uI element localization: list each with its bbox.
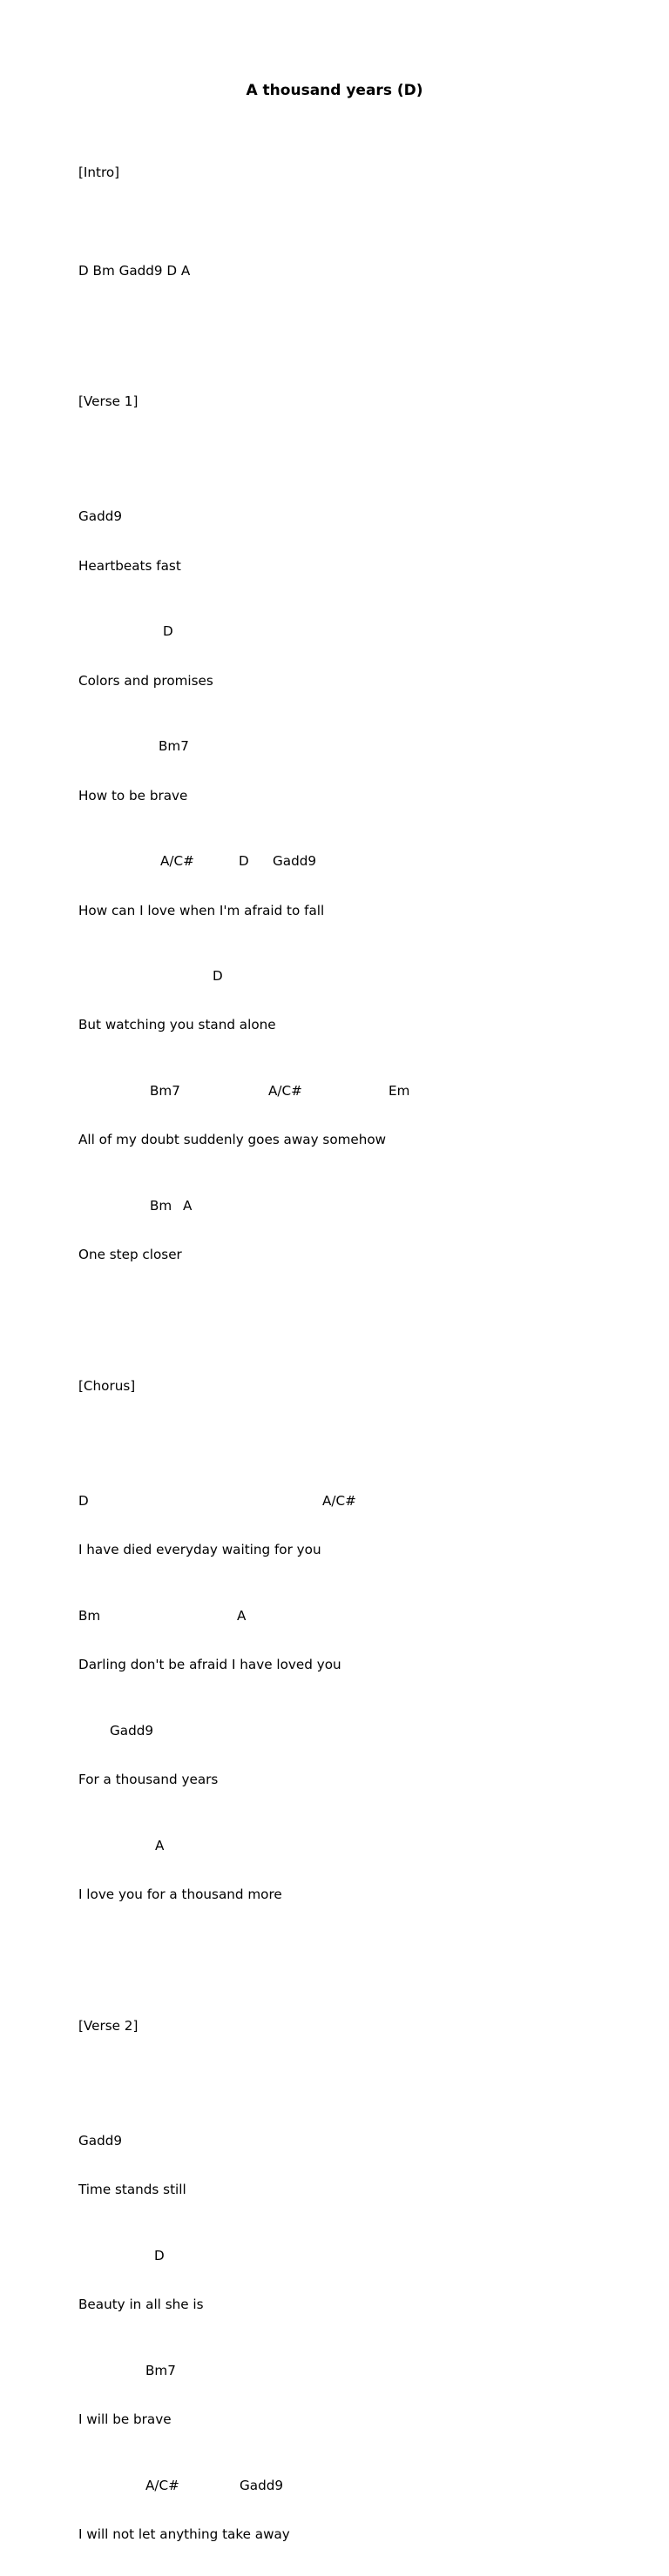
lyric-line: I love you for a thousand more bbox=[78, 1887, 282, 1903]
chord: A bbox=[237, 1607, 247, 1624]
lyric-line: Beauty in all she is bbox=[78, 2297, 204, 2313]
chord-line bbox=[78, 1608, 636, 1624]
chord: A/C# bbox=[145, 2477, 179, 2493]
chord: D bbox=[154, 2247, 165, 2263]
intro-chords: D Bm Gadd9 D A bbox=[78, 262, 191, 279]
blank-line bbox=[78, 443, 636, 460]
lyric-line: Darling don't be afraid I have loved you bbox=[78, 1657, 341, 1673]
chord: Bm7 bbox=[159, 738, 189, 755]
chord: Bm bbox=[78, 1607, 101, 1624]
chord: D bbox=[163, 623, 173, 640]
chord: Gadd9 bbox=[273, 852, 317, 869]
intro-header: [Intro] bbox=[78, 164, 120, 180]
verse1-header: [Verse 1] bbox=[78, 393, 139, 410]
chord: A/C# bbox=[160, 852, 194, 869]
chord-line bbox=[78, 1493, 636, 1510]
lyric-line: How can I love when I'm afraid to fall bbox=[78, 902, 325, 918]
chord: A bbox=[183, 1197, 193, 1214]
chord-line bbox=[78, 738, 636, 755]
verse2-header: [Verse 2] bbox=[78, 2017, 139, 2034]
chord: Bm7 bbox=[145, 2362, 176, 2378]
blank-line bbox=[78, 213, 636, 230]
chord-line bbox=[78, 1083, 636, 1100]
chord-sheet-body bbox=[78, 115, 636, 2576]
chord-line bbox=[78, 853, 636, 870]
chord-line bbox=[78, 1198, 636, 1214]
chord: Gadd9 bbox=[78, 2132, 123, 2149]
lyric-line: For a thousand years bbox=[78, 1772, 219, 1788]
chord: A bbox=[155, 1837, 165, 1853]
blank-line bbox=[78, 312, 636, 328]
chord-line bbox=[78, 623, 636, 640]
lyric-line: Colors and promises bbox=[78, 672, 213, 689]
lyric-line: I will be brave bbox=[78, 2411, 172, 2428]
chord: Gadd9 bbox=[240, 2477, 284, 2493]
blank-line bbox=[78, 1936, 636, 1953]
chord-line bbox=[78, 2363, 636, 2379]
lyric-line: But watching you stand alone bbox=[78, 1017, 276, 1033]
chord: Bm7 bbox=[150, 1082, 180, 1099]
lyric-line: I will not let anything take away bbox=[78, 2526, 290, 2543]
chord: D bbox=[78, 1492, 89, 1509]
chord: Gadd9 bbox=[110, 1722, 154, 1739]
blank-line bbox=[78, 2067, 636, 2083]
blank-line bbox=[78, 1428, 636, 1444]
chord: Em bbox=[389, 1082, 410, 1099]
lyric-line: Heartbeats fast bbox=[78, 557, 181, 574]
chord-line bbox=[78, 1838, 636, 1854]
chord: Gadd9 bbox=[78, 508, 123, 525]
chorus-header: [Chorus] bbox=[78, 1377, 136, 1394]
chord-line bbox=[78, 2248, 636, 2264]
chord-line bbox=[78, 968, 636, 985]
chord-line bbox=[78, 1723, 636, 1739]
chord-line bbox=[78, 508, 636, 525]
lyric-line: One step closer bbox=[78, 1247, 182, 1263]
chord: Bm bbox=[150, 1197, 172, 1214]
lyric-line: How to be brave bbox=[78, 787, 188, 804]
chord-line bbox=[78, 2478, 636, 2494]
lyric-line: I have died everyday waiting for you bbox=[78, 1542, 321, 1558]
song-title: A thousand years (D) bbox=[246, 82, 423, 99]
chord: A/C# bbox=[268, 1082, 302, 1099]
chord: D bbox=[213, 967, 223, 984]
lyric-line: All of my doubt suddenly goes away somehow bbox=[78, 1132, 387, 1148]
chord: D bbox=[239, 852, 249, 869]
chord-line bbox=[78, 2133, 636, 2149]
chord: A/C# bbox=[322, 1492, 356, 1509]
blank-line bbox=[78, 1296, 636, 1313]
lyric-line: Time stands still bbox=[78, 2182, 186, 2198]
